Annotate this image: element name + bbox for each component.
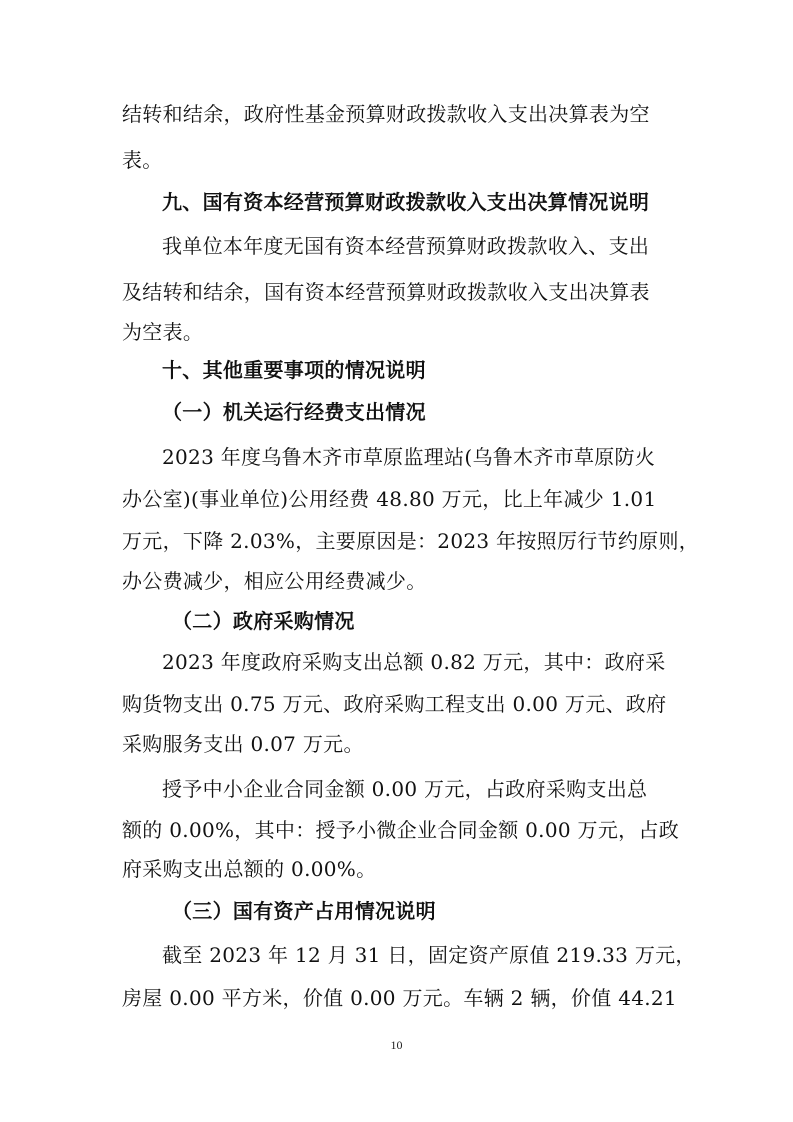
paragraph-line: 房屋 0.00 平方米，价值 0.00 万元。车辆 2 辆，价值 44.21 (122, 986, 677, 1010)
paragraph-line: 表。 (122, 148, 163, 172)
paragraph-line: 采购服务支出 0.07 万元。 (122, 732, 364, 756)
paragraph-line: 我单位本年度无国有资本经营预算财政拨款收入、支出 (162, 234, 650, 258)
subsection-heading-1: （一）机关运行经费支出情况 (162, 400, 426, 424)
paragraph-line: 截至 2023 年 12 月 31 日，固定资产原值 219.33 万元， (162, 943, 696, 967)
paragraph-line: 为空表。 (122, 320, 204, 344)
subsection-heading-2: （二）政府采购情况 (172, 609, 355, 633)
paragraph-line: 2023 年度政府采购支出总额 0.82 万元，其中：政府采 (162, 650, 666, 674)
page-number: 10 (390, 1038, 403, 1052)
subsection-heading-3: （三）国有资产占用情况说明 (172, 899, 436, 923)
paragraph-line: 办公费减少，相应公用经费减少。 (122, 569, 427, 593)
paragraph-line: 办公室)(事业单位)公用经费 48.80 万元，比上年减少 1.01 (122, 487, 657, 511)
paragraph-line: 授予中小企业合同金额 0.00 万元，占政府采购支出总 (162, 777, 648, 801)
paragraph-line: 购货物支出 0.75 万元、政府采购工程支出 0.00 万元、政府 (122, 692, 667, 716)
paragraph-line: 府采购支出总额的 0.00%。 (122, 857, 377, 881)
paragraph-line: 2023 年度乌鲁木齐市草原监理站(乌鲁木齐市草原防火 (162, 445, 656, 469)
paragraph-line: 万元，下降 2.03%，主要原因是：2023 年按照厉行节约原则， (122, 529, 700, 553)
paragraph-line: 及结转和结余，国有资本经营预算财政拨款收入支出决算表 (122, 280, 650, 304)
paragraph-line: 结转和结余，政府性基金预算财政拨款收入支出决算表为空 (122, 102, 650, 126)
paragraph-line: 额的 0.00%，其中：授予小微企业合同金额 0.00 万元，占政 (122, 818, 680, 842)
section-heading-9: 九、国有资本经营预算财政拨款收入支出决算情况说明 (162, 190, 650, 214)
section-heading-10: 十、其他重要事项的情况说明 (162, 358, 426, 382)
